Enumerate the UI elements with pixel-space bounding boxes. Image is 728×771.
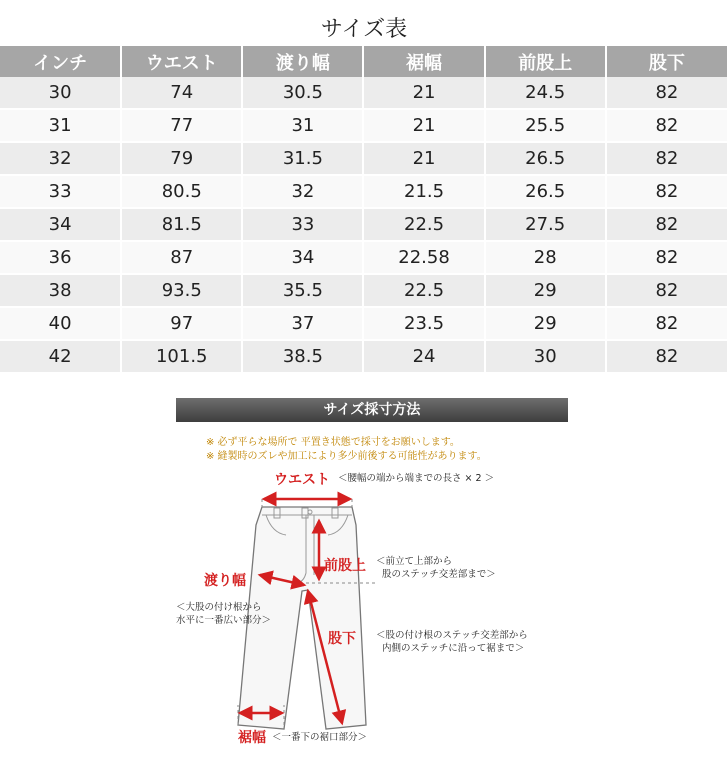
- thigh-label: 渡り幅: [204, 573, 246, 589]
- hem-label: 裾幅: [238, 730, 266, 746]
- table-row: [0, 307, 727, 340]
- table-row: [0, 109, 727, 142]
- header-thigh: 渡り幅: [242, 46, 363, 77]
- cell-thigh: 37: [242, 307, 363, 340]
- cell-hem: 21.5: [363, 175, 484, 208]
- waist-desc: ＜腰幅の端から端までの長さ × 2 ＞: [338, 473, 495, 484]
- table-header-row: [0, 46, 727, 77]
- cell-inch: 34: [0, 208, 121, 241]
- cell-waist: 81.5: [121, 208, 242, 241]
- front-rise-desc-2: 股のステッチ交差部まで＞: [382, 569, 496, 580]
- cell-front-rise: 25.5: [485, 109, 606, 142]
- table-row: [0, 274, 727, 307]
- cell-inseam: 82: [606, 109, 727, 142]
- cell-thigh: 35.5: [242, 274, 363, 307]
- table-row: [0, 241, 727, 274]
- table-row: [0, 175, 727, 208]
- cell-inseam: 82: [606, 241, 727, 274]
- front-rise-desc-1: ＜前立て上部から: [376, 556, 453, 567]
- cell-thigh: 31: [242, 109, 363, 142]
- table-row: [0, 340, 727, 373]
- inseam-desc-1: ＜股の付け根のステッチ交差部から: [376, 630, 528, 641]
- header-waist: ウエスト: [121, 46, 242, 77]
- cell-hem: 21: [363, 77, 484, 109]
- waist-label: ウエスト: [274, 472, 330, 488]
- cell-front-rise: 24.5: [485, 77, 606, 109]
- cell-inseam: 82: [606, 142, 727, 175]
- cell-thigh: 34: [242, 241, 363, 274]
- cell-waist: 79: [121, 142, 242, 175]
- header-hem: 裾幅: [363, 46, 484, 77]
- cell-thigh: 38.5: [242, 340, 363, 373]
- cell-waist: 97: [121, 307, 242, 340]
- cell-inseam: 82: [606, 340, 727, 373]
- cell-inch: 32: [0, 142, 121, 175]
- hem-desc: ＜一番下の裾口部分＞: [272, 732, 368, 743]
- measure-guide: [176, 395, 568, 767]
- cell-thigh: 32: [242, 175, 363, 208]
- inseam-desc-2: 内側のステッチに沿って裾まで＞: [382, 643, 525, 654]
- cell-waist: 77: [121, 109, 242, 142]
- thigh-desc-1: ＜大股の付け根から: [176, 602, 262, 613]
- cell-inch: 42: [0, 340, 121, 373]
- cell-inch: 33: [0, 175, 121, 208]
- cell-hem: 23.5: [363, 307, 484, 340]
- table-row: [0, 208, 727, 241]
- cell-hem: 21: [363, 109, 484, 142]
- guide-heading: サイズ採寸方法: [176, 398, 568, 422]
- thigh-desc-2: 水平に一番広い部分＞: [176, 615, 272, 626]
- cell-front-rise: 28: [485, 241, 606, 274]
- cell-front-rise: 26.5: [485, 142, 606, 175]
- header-inseam: 股下: [606, 46, 727, 77]
- front-rise-label: 前股上: [324, 558, 366, 574]
- cell-thigh: 33: [242, 208, 363, 241]
- cell-inch: 40: [0, 307, 121, 340]
- cell-hem: 21: [363, 142, 484, 175]
- cell-front-rise: 29: [485, 307, 606, 340]
- cell-inseam: 82: [606, 307, 727, 340]
- cell-inseam: 82: [606, 208, 727, 241]
- cell-waist: 80.5: [121, 175, 242, 208]
- table-row: [0, 142, 727, 175]
- cell-hem: 24: [363, 340, 484, 373]
- inseam-label: 股下: [328, 631, 356, 647]
- page-title: サイズ表: [320, 17, 408, 42]
- cell-inseam: 82: [606, 175, 727, 208]
- cell-waist: 74: [121, 77, 242, 109]
- guide-note-1: ※ 必ず平らな場所で 平置き状態で採寸をお願いします。: [206, 437, 460, 448]
- cell-front-rise: 30: [485, 340, 606, 373]
- cell-waist: 93.5: [121, 274, 242, 307]
- cell-inch: 31: [0, 109, 121, 142]
- header-inch: インチ: [0, 46, 121, 77]
- cell-hem: 22.58: [363, 241, 484, 274]
- table-row: [0, 77, 727, 109]
- guide-note-2: ※ 縫製時のズレや加工により多少前後する可能性があります。: [206, 451, 487, 462]
- cell-front-rise: 27.5: [485, 208, 606, 241]
- size-table: [0, 46, 727, 374]
- cell-front-rise: 29: [485, 274, 606, 307]
- cell-inseam: 82: [606, 274, 727, 307]
- cell-inseam: 82: [606, 77, 727, 109]
- cell-hem: 22.5: [363, 274, 484, 307]
- cell-inch: 36: [0, 241, 121, 274]
- cell-thigh: 31.5: [242, 142, 363, 175]
- cell-inch: 30: [0, 77, 121, 109]
- cell-hem: 22.5: [363, 208, 484, 241]
- cell-inch: 38: [0, 274, 121, 307]
- cell-waist: 101.5: [121, 340, 242, 373]
- cell-thigh: 30.5: [242, 77, 363, 109]
- cell-front-rise: 26.5: [485, 175, 606, 208]
- header-front-rise: 前股上: [485, 46, 606, 77]
- cell-waist: 87: [121, 241, 242, 274]
